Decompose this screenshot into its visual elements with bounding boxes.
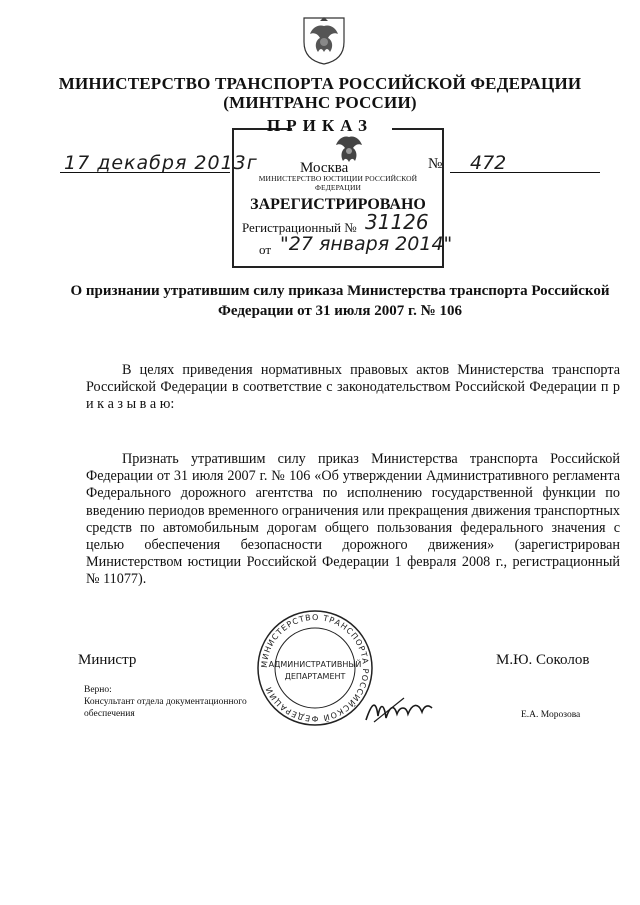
certification-label: Верно: [84, 685, 112, 695]
order-number-handwritten: 472 [470, 152, 507, 174]
signatory-position: Министр [78, 652, 137, 668]
stamp-registered: ЗАРЕГИСТРИРОВАНО [250, 196, 426, 213]
date-underline [60, 172, 230, 173]
stamp-ministry-justice: МИНИСТЕРСТВО ЮСТИЦИИ РОССИЙСКОЙ ФЕДЕРАЦИИ [258, 174, 418, 192]
preamble-paragraph: В целях приведения нормативных правовых актов Министерства транспорта Российской Федерации в соответствие с законодательством Российской Федерации п р и к а з ы в а ю: [86, 362, 620, 413]
stamp-reg-number-label: Регистрационный № [242, 220, 357, 235]
number-underline [450, 172, 600, 173]
seal-center-line-2: ДЕПАРТАМЕНТ [284, 672, 346, 681]
coat-of-arms-emblem [300, 12, 348, 66]
ministry-line-1: МИНИСТЕРСТВО ТРАНСПОРТА РОССИЙСКОЙ ФЕДЕРАЦИИ [58, 74, 582, 93]
ministry-line-2: (МИНТРАНС РОССИИ) [223, 93, 417, 112]
city-label: Москва [300, 160, 349, 176]
seal-center-line-1: АДМИНИСТРАТИВНЫЙ [268, 660, 362, 669]
order-title: О признании утратившим силу приказа Министерства транспорта Российской Федерации от 31 июля 2007 г. № 106 [70, 283, 610, 319]
stamp-date-prefix: от [259, 242, 272, 257]
order-body-paragraph: Признать утратившим силу приказ Министерства транспорта Российской Федерации от 31 июля 2007 г. № 106 «Об утверждении Административного регламента Федерального дорожного агентства по исполнению государственной функции по введению периодов временного ограничения или прекращения движения транспортных средств по автомобильным дорогам общего пользования федерального значения с целью обеспечения безопасности дорожного движения» (зарегистрирован Министерством юстиции Российской Федерации 1 февраля 2008 г., регистрационный № 11077). [86, 451, 620, 588]
handwritten-signature [364, 692, 434, 728]
department-seal [255, 608, 375, 728]
stamp-date-value: "27 января 2014" [280, 233, 453, 255]
consultant-position-line-2: обеспечения [84, 709, 135, 719]
doc-type-title: ПРИКАЗ [267, 116, 373, 135]
order-date-handwritten: 17 декабря 2013г [64, 152, 258, 174]
number-sign: № [428, 156, 443, 172]
stamp-reg-number-value: 31126 [365, 210, 429, 234]
consultant-position-line-1: Консультант отдела документационного [84, 697, 247, 707]
certifier-name: Е.А. Морозова [521, 710, 581, 720]
seal-ring-text: МИНИСТЕРСТВО ТРАНСПОРТА РОССИЙСКОЙ ФЕДЕРАЦИИ [259, 612, 371, 724]
signatory-name: М.Ю. Соколов [496, 652, 590, 668]
ministry-name [0, 74, 640, 112]
